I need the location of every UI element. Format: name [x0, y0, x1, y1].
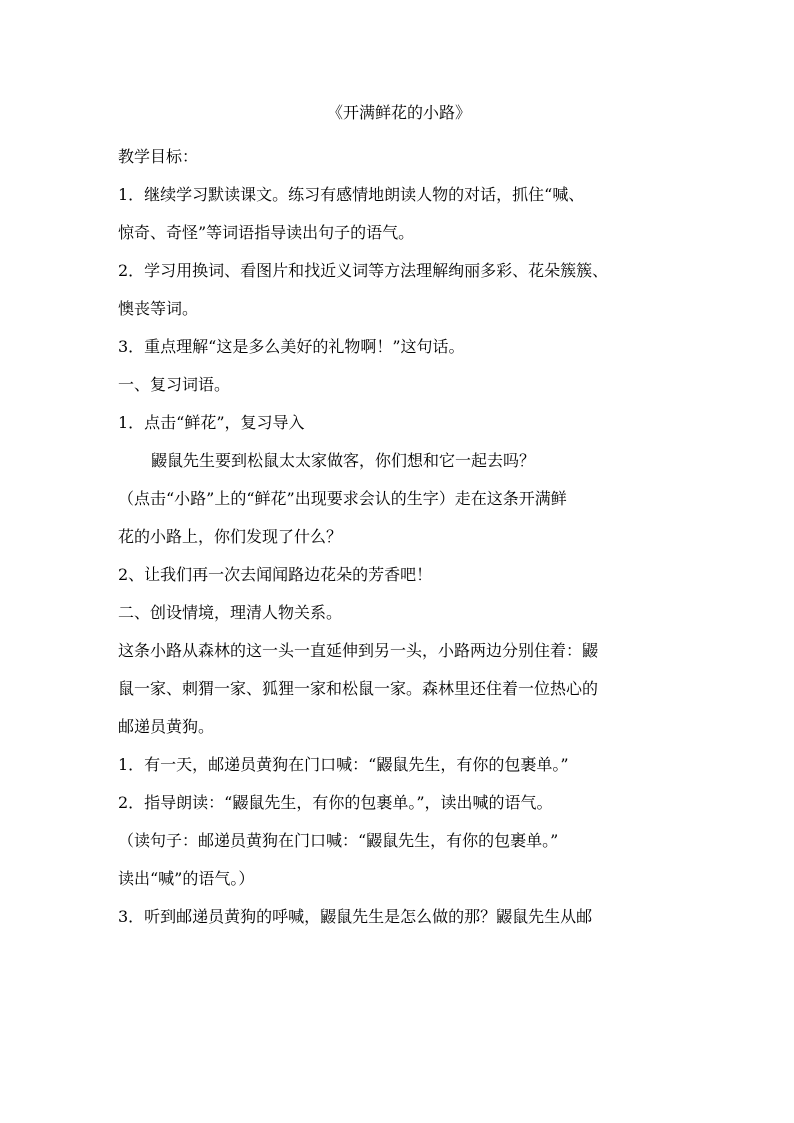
text-line: 3．重点理解“这是多么美好的礼物啊！”这句话。: [118, 337, 465, 356]
text-line: 邮递员黄狗。: [118, 717, 215, 736]
text-line: 花的小路上，你们发现了什么？: [118, 527, 343, 546]
text-line: 读出“喊”的语气。）: [118, 869, 255, 888]
text-line: （点击“小路”上的“鲜花”出现要求会认的生字）走在这条开满鲜: [118, 489, 567, 508]
text-line: 2．学习用换词、看图片和找近义词等方法理解绚丽多彩、花朵簇簇、: [118, 261, 609, 280]
document-page: [118, 100, 680, 936]
section-heading: 一、复习词语。: [118, 375, 231, 394]
document-title: 《开满鲜花的小路》: [326, 103, 471, 122]
text-line: 教学目标：: [118, 147, 199, 166]
text-line: 2、让我们再一次去闻闻路边花朵的芳香吧！: [118, 565, 433, 584]
text-line: 3．听到邮递员黄狗的呼喊，鼹鼠先生是怎么做的那？鼹鼠先生从邮: [118, 907, 593, 926]
text-line: 1．继续学习默读课文。练习有感情地朗读人物的对话，抓住“喊、: [118, 185, 585, 204]
text-line: 惊奇、奇怪”等词语指导读出句子的语气。: [118, 223, 415, 242]
text-line: 2．指导朗读：“鼹鼠先生，有你的包裹单。”，读出喊的语气。: [118, 793, 553, 812]
text-line: 懊丧等词。: [118, 299, 199, 318]
section-heading: 二、创设情境，理清人物关系。: [118, 603, 343, 622]
text-line: （读句子：邮递员黄狗在门口喊：“鼹鼠先生，有你的包裹单。”: [118, 831, 559, 850]
text-line: 1．有一天，邮递员黄狗在门口喊：“鼹鼠先生，有你的包裹单。”: [118, 755, 569, 774]
text-line: 1．点击“鲜花”，复习导入: [118, 413, 305, 432]
text-line: 鼹鼠先生要到松鼠太太家做客，你们想和它一起去吗？: [151, 451, 536, 470]
text-line: 这条小路从森林的这一头一直延伸到另一头，小路两边分别住着：鼹: [118, 641, 599, 660]
text-line: 鼠一家、刺猬一家、狐狸一家和松鼠一家。森林里还住着一位热心的: [118, 679, 599, 698]
